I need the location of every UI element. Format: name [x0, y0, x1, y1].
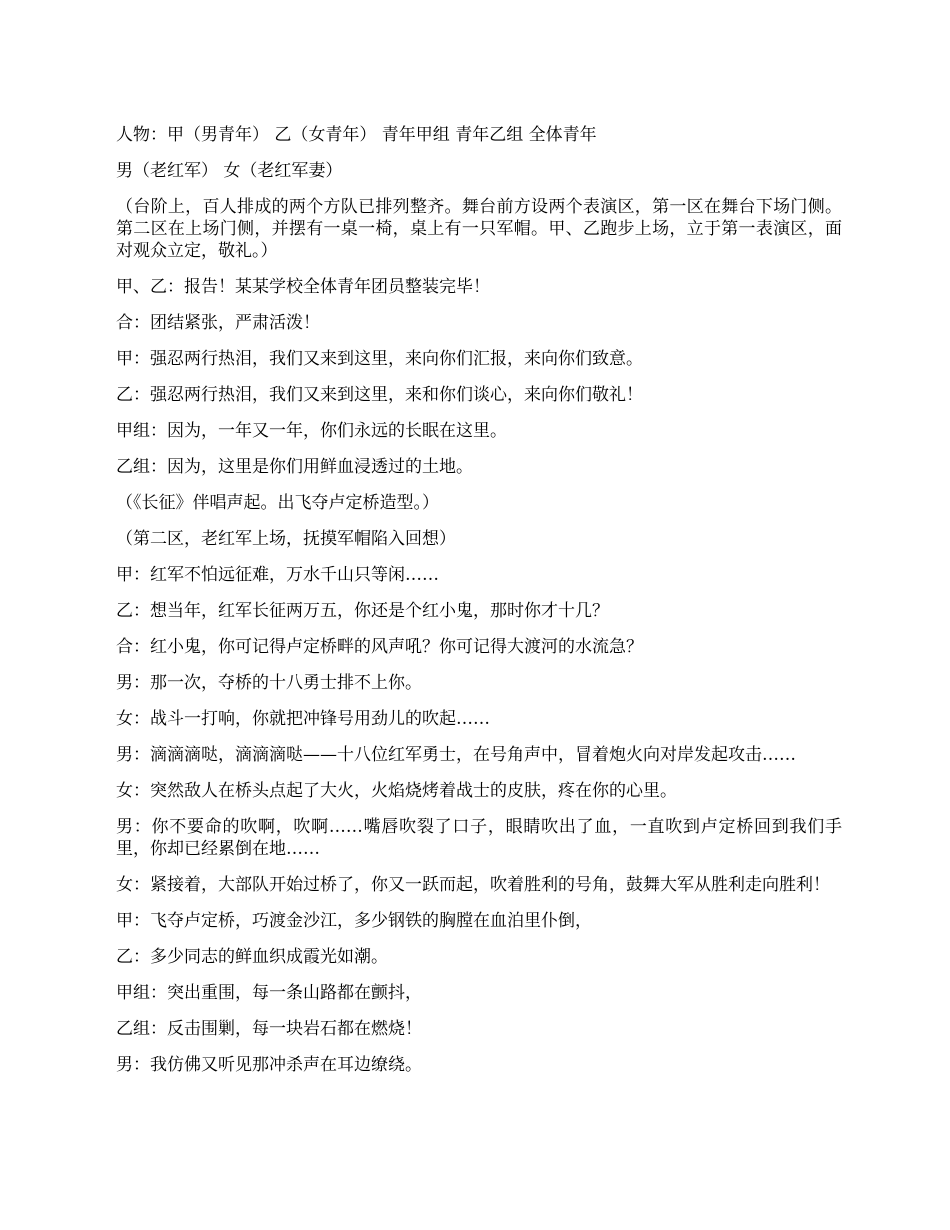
- dialogue-paragraph: 甲：强忍两行热泪，我们又来到这里，来向你们汇报，来向你们致意。: [116, 349, 643, 369]
- dialogue-paragraph: 乙：多少同志的鲜血织成霞光如潮。: [116, 947, 388, 967]
- cast-list-paragraph: 人物：甲（男青年） 乙（女青年） 青年甲组 青年乙组 全体青年: [116, 125, 597, 145]
- dialogue-paragraph: 甲组：突出重围，每一条山路都在颤抖，: [116, 983, 422, 1003]
- dialogue-paragraph: 男：我仿佛又听见那冲杀声在耳边缭绕。: [116, 1055, 422, 1075]
- dialogue-paragraph: 女：突然敌人在桥头点起了大火，火焰烧烤着战士的皮肤，疼在你的心里。: [116, 781, 677, 801]
- document-body: [116, 124, 842, 1090]
- dialogue-paragraph: 乙：强忍两行热泪，我们又来到这里，来和你们谈心，来向你们敬礼！: [116, 385, 643, 405]
- stage-direction-paragraph: （台阶上，百人排成的两个方队已排列整齐。舞台前方设两个表演区，第一区在舞台下场门侧。第二区在上场门侧，并摆有一桌一椅，桌上有一只军帽。甲、乙跑步上场，立于第一表演区，面对观众立定，敬礼。）: [116, 197, 842, 261]
- dialogue-paragraph: 乙组：反击围剿，每一块岩石都在燃烧！: [116, 1019, 422, 1039]
- stage-direction-paragraph: （《长征》伴唱声起。出飞夺卢定桥造型。）: [116, 493, 439, 513]
- cast-list-paragraph: 男（老红军） 女（老红军妻）: [116, 161, 343, 181]
- dialogue-paragraph: 合：团结紧张，严肃活泼！: [116, 313, 320, 333]
- dialogue-paragraph: 甲：红军不怕远征难，万水千山只等闲……: [116, 565, 439, 585]
- dialogue-paragraph: 乙组：因为，这里是你们用鲜血浸透过的土地。: [116, 457, 473, 477]
- dialogue-paragraph: 甲组：因为，一年又一年，你们永远的长眠在这里。: [116, 421, 507, 441]
- stage-direction-paragraph: （第二区，老红军上场，抚摸军帽陷入回想）: [116, 529, 456, 549]
- dialogue-paragraph: 男：那一次，夺桥的十八勇士排不上你。: [116, 673, 422, 693]
- dialogue-paragraph: 甲、乙：报告！某某学校全体青年团员整装完毕！: [116, 277, 490, 297]
- dialogue-paragraph: 女：紧接着，大部队开始过桥了，你又一跃而起，吹着胜利的号角，鼓舞大军从胜利走向胜利！: [116, 875, 830, 895]
- dialogue-paragraph: 合：红小鬼，你可记得卢定桥畔的风声吼？你可记得大渡河的水流急？: [116, 637, 643, 657]
- dialogue-paragraph: 女：战斗一打响，你就把冲锋号用劲儿的吹起……: [116, 709, 490, 729]
- dialogue-paragraph: 男：你不要命的吹啊，吹啊……嘴唇吹裂了口子，眼睛吹出了血，一直吹到卢定桥回到我们手里，你却已经累倒在地……: [116, 817, 842, 859]
- dialogue-paragraph: 甲：飞夺卢定桥，巧渡金沙江，多少钢铁的胸膛在血泊里仆倒，: [116, 911, 592, 931]
- dialogue-paragraph: 男：滴滴滴哒，滴滴滴哒——十八位红军勇士，在号角声中，冒着炮火向对岸发起攻击……: [116, 745, 796, 765]
- dialogue-paragraph: 乙：想当年，红军长征两万五，你还是个红小鬼，那时你才十几？: [116, 601, 609, 621]
